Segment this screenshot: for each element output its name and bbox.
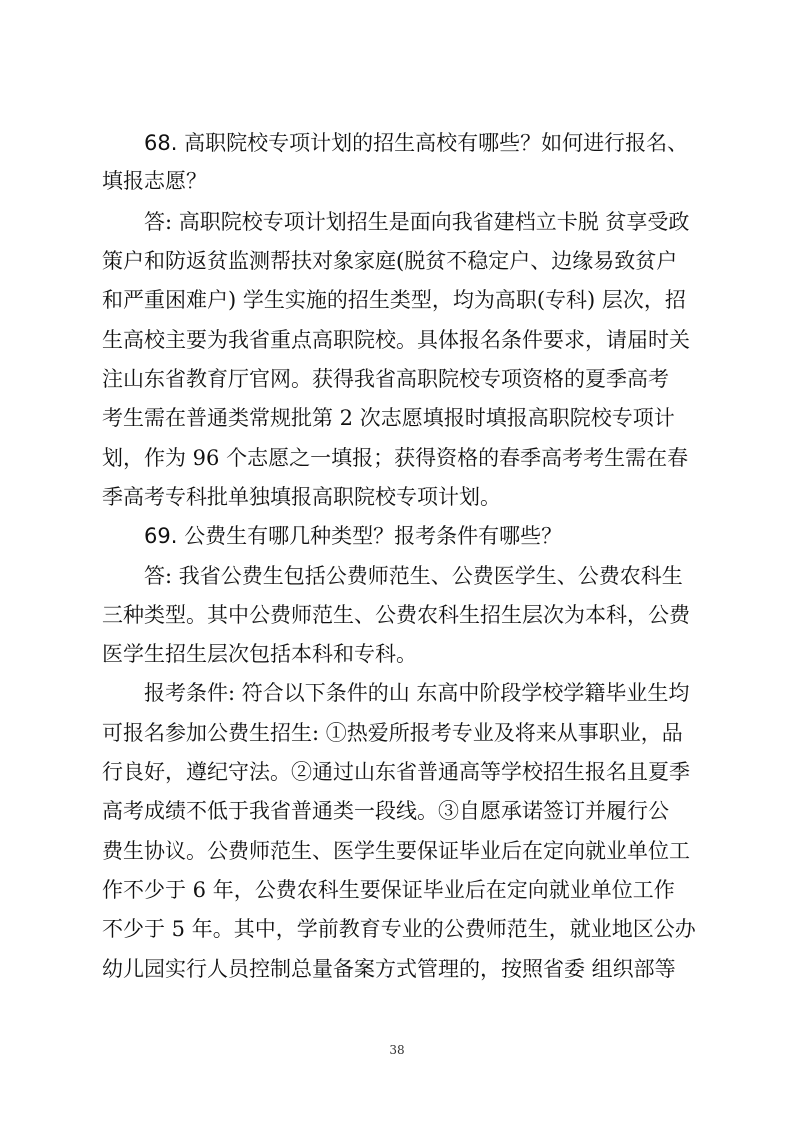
answer-line: 三种类型。其中公费师范生、公费农科生招生层次为本科，公费 [102,603,690,627]
answer-line: 划，作为 96 个志愿之一填报；获得资格的春季高考考生需在春 [102,446,689,470]
answer-line: 幼儿园实行人员控制总量备案方式管理的，按照省委 组织部等 [102,957,676,981]
answer-line: 答: 高职院校专项计划招生是面向我省建档立卡脱 贫享受政 [144,210,690,234]
answer-line: 医学生招生层次包括本科和专科。 [102,642,417,666]
answer-line: 不少于 5 年。其中，学前教育专业的公费师范生，就业地区公办 [102,917,696,941]
answer-line: 答: 我省公费生包括公费师范生、公费医学生、公费农科生 [144,564,683,588]
answer-line: 报考条件: 符合以下条件的山 东高中阶段学校学籍毕业生均 [144,681,690,705]
page-number: 38 [389,1043,405,1057]
question-line: 69. 公费生有哪几种类型？报考条件有哪些？ [144,524,563,548]
answer-line: 可报名参加公费生招生: ①热爱所报考专业及将来从事职业，品 [102,721,683,745]
answer-line: 高考成绩不低于我省普通类一段线。③自愿承诺签订并履行公 [102,799,669,823]
answer-line: 注山东省教育厅官网。获得我省高职院校专项资格的夏季高考 [102,367,669,391]
answer-line: 策户和防返贫监测帮扶对象家庭(脱贫不稳定户、边缘易致贫户 [102,249,678,273]
answer-line: 费生协议。公费师范生、医学生要保证毕业后在定向就业单位工 [102,839,690,863]
question-line: 68. 高职院校专项计划的招生高校有哪些？如何进行报名、 [144,131,689,155]
answer-line: 和严重困难户) 学生实施的招生类型，均为高职(专科) 层次，招 [102,288,686,312]
answer-line: 作不少于 6 年，公费农科生要保证毕业后在定向就业单位工作 [102,878,675,902]
answer-line: 行良好，遵纪守法。②通过山东省普通高等学校招生报名且夏季 [102,760,690,784]
question-line: 填报志愿？ [102,169,207,193]
answer-line: 生高校主要为我省重点高职院校。具体报名条件要求，请届时关 [102,328,690,352]
answer-line: 季高考专科批单独填报高职院校专项计划。 [102,485,501,509]
answer-line: 考生需在普通类常规批第 2 次志愿填报时填报高职院校专项计 [102,406,675,430]
